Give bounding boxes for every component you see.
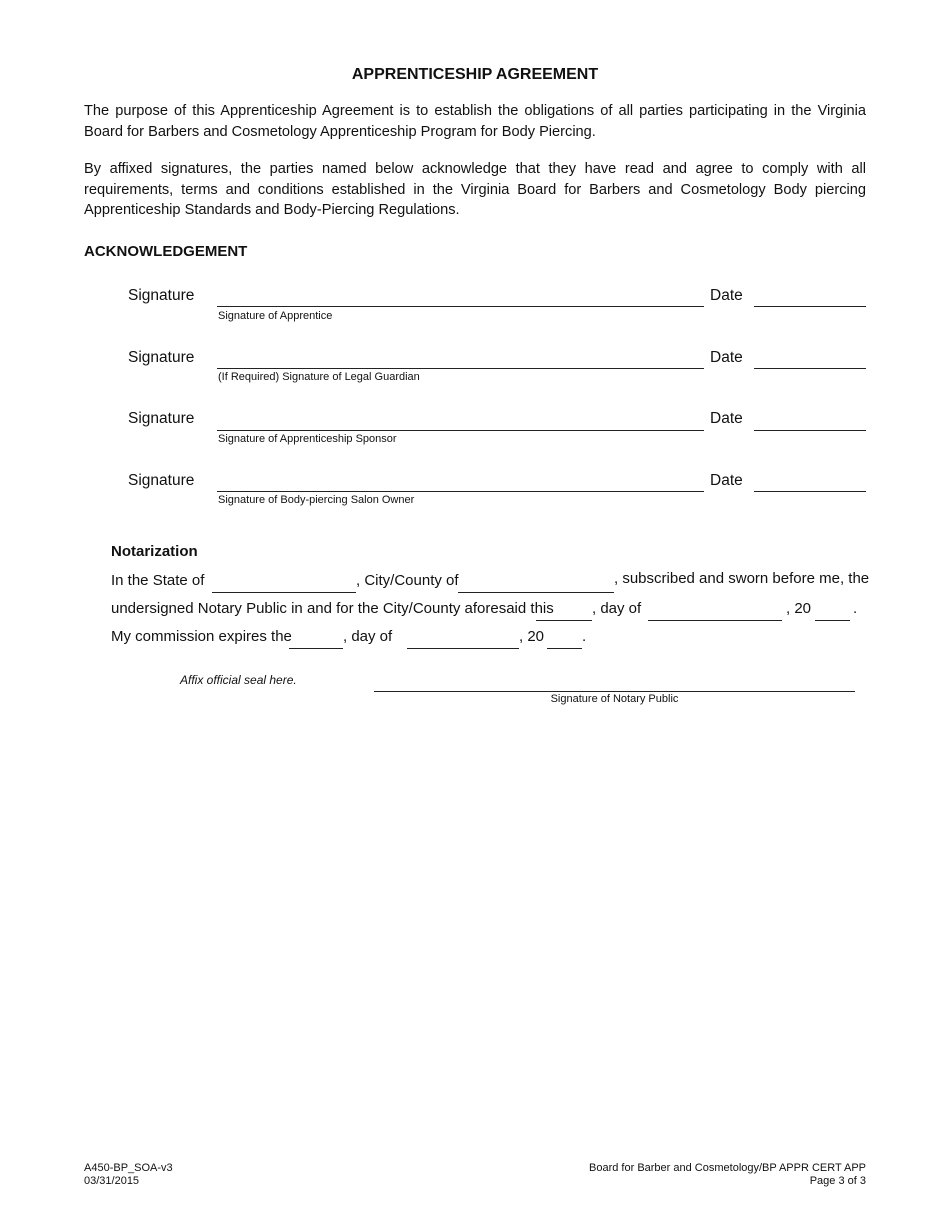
notary-signature-caption: Signature of Notary Public <box>550 693 679 705</box>
footer-right <box>589 1162 866 1188</box>
signature-caption: Signature of Body-piercing Salon Owner <box>218 494 415 506</box>
signature-label: Signature <box>128 287 195 304</box>
sponsor-date-field[interactable] <box>754 430 866 431</box>
apprentice-signature-field[interactable] <box>217 306 704 307</box>
commission-expires-label: My commission expires the <box>111 628 292 645</box>
day-of-label: , day of <box>343 628 393 645</box>
period-text: . <box>853 600 858 617</box>
notarization-heading: Notarization <box>111 543 198 560</box>
board-line: Board for Barber and Cosmetology/BP APPR CERT APP <box>589 1162 866 1174</box>
guardian-signature-field[interactable] <box>217 368 704 369</box>
salon-owner-signature-field[interactable] <box>217 491 704 492</box>
salon-owner-date-field[interactable] <box>754 491 866 492</box>
seal-instruction: Affix official seal here. <box>180 673 297 687</box>
form-date: 03/31/2015 <box>84 1175 140 1187</box>
date-label: Date <box>710 472 743 489</box>
guardian-date-field[interactable] <box>754 368 866 369</box>
commission-year-field[interactable] <box>547 648 582 649</box>
notary-signature-field[interactable] <box>374 691 855 692</box>
day-of-label: , day of <box>592 600 642 617</box>
state-label: In the State of <box>111 572 205 589</box>
sworn-day-field[interactable] <box>536 620 592 621</box>
signature-label: Signature <box>128 410 195 427</box>
page-number: Page 3 of 3 <box>809 1175 866 1187</box>
date-label: Date <box>710 349 743 366</box>
apprentice-date-field[interactable] <box>754 306 866 307</box>
signature-caption: Signature of Apprentice <box>218 310 333 322</box>
notary-public-text: undersigned Notary Public in and for the City/County aforesaid this <box>111 600 554 617</box>
year-prefix-label: , 20 <box>786 600 812 617</box>
year-prefix-label: , 20 <box>519 628 545 645</box>
date-label: Date <box>710 410 743 427</box>
signature-caption: Signature of Apprenticeship Sponsor <box>218 433 397 445</box>
footer-left <box>84 1162 173 1188</box>
acknowledgement-paragraph: By affixed signatures, the parties named below acknowledge that they have read and agree to comply with all requirements, terms and conditions established in the Virginia Board for Barbers and Cosmetology Body piercing Apprenticeship Standards and Body-Piercing Regulations. <box>84 161 866 218</box>
commission-day-field[interactable] <box>289 648 343 649</box>
state-field[interactable] <box>212 592 356 593</box>
form-id: A450-BP_SOA-v3 <box>84 1162 173 1174</box>
commission-month-field[interactable] <box>407 648 519 649</box>
date-label: Date <box>710 287 743 304</box>
period-text: . <box>582 628 587 645</box>
sworn-text: , subscribed and sworn before me, the <box>614 570 870 587</box>
city-county-field[interactable] <box>458 592 614 593</box>
sponsor-signature-field[interactable] <box>217 430 704 431</box>
signature-label: Signature <box>128 349 195 366</box>
sworn-year-field[interactable] <box>815 620 850 621</box>
purpose-paragraph: The purpose of this Apprenticeship Agreement is to establish the obligations of all parties participating in the Virginia Board for Barbers and Cosmetology Apprenticeship Program for Body Piercing. <box>84 103 866 140</box>
document-title: APPRENTICESHIP AGREEMENT <box>351 66 599 83</box>
city-county-label: , City/County of <box>356 572 459 589</box>
signature-label: Signature <box>128 472 195 489</box>
signature-caption: (If Required) Signature of Legal Guardian <box>218 371 420 383</box>
sworn-month-field[interactable] <box>648 620 782 621</box>
acknowledgement-heading: ACKNOWLEDGEMENT <box>84 243 248 260</box>
